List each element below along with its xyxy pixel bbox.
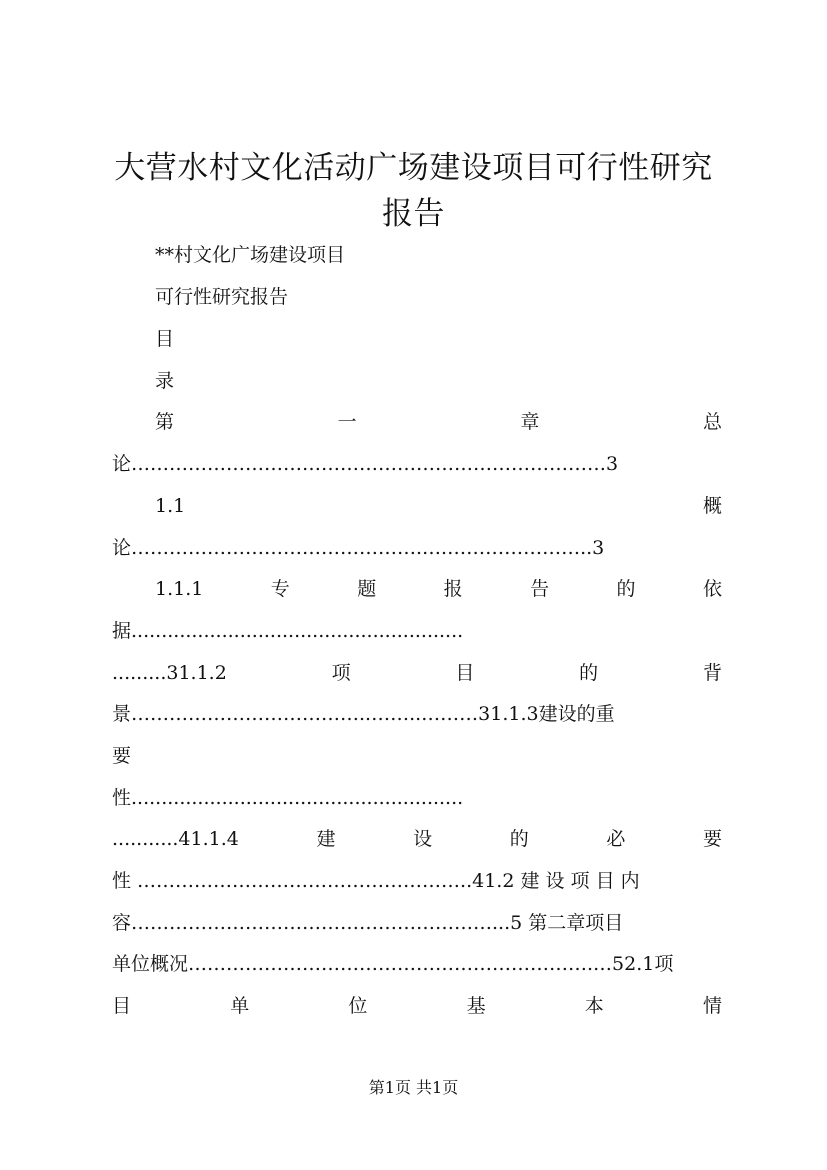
toc-row-11-part: 必 (606, 828, 626, 850)
toc-row-10: 性....................................................... (112, 787, 464, 809)
toc-row-1-part: 总 (702, 411, 722, 433)
toc-row-5-part: 依 (702, 578, 722, 600)
toc-row-12: 性 ……………………………………………..41.2 建 设 项 目 内 (112, 870, 640, 892)
toc-row-15-part: 本 (584, 995, 604, 1017)
toc-heading-1: 目 (155, 328, 175, 350)
toc-row-14: 单位概况……………………………………………………….…52.1项 (112, 953, 674, 975)
toc-row-15-part: 单 (230, 995, 250, 1017)
toc-row-11 (112, 827, 722, 851)
toc-row-15-part: 目 (112, 995, 132, 1017)
toc-row-5-part: 告 (530, 578, 550, 600)
toc-row-1 (155, 410, 722, 434)
toc-row-3-part: 概 (702, 495, 722, 517)
toc-row-7-part: 的 (579, 662, 599, 684)
toc-row-8: 景………………………………..……..………31.1.3建设的重 (112, 703, 615, 725)
document-title: 大营水村文化活动广场建设项目可行性研究报告 (114, 150, 713, 232)
toc-row-11-part: 要 (702, 828, 722, 850)
toc-row-7-part: 目 (455, 662, 475, 684)
toc-row-5 (155, 577, 722, 601)
toc-heading-2: 录 (155, 370, 175, 392)
toc-row-5-part: 题 (357, 578, 377, 600)
toc-row-5-part: 专 (270, 578, 290, 600)
toc-row-1-part: 章 (520, 411, 540, 433)
toc-row-5-part: 1.1.1 (155, 578, 204, 600)
toc-row-7-part: .........31.1.2 (112, 662, 227, 684)
toc-row-11-part: 建 (316, 828, 336, 850)
toc-row-3 (155, 494, 722, 518)
toc-row-11-part: 的 (509, 828, 529, 850)
subtitle-line-2: 可行性研究报告 (155, 286, 289, 308)
toc-row-2: 论…………………………………………………………………3 (112, 453, 619, 475)
toc-row-9: 要 (112, 745, 132, 767)
toc-row-7-part: 背 (702, 662, 722, 684)
toc-row-15 (112, 994, 722, 1018)
subtitle-line-1: **村文化广场建设项目 (155, 244, 346, 266)
toc-row-1-part: 第 (155, 411, 175, 433)
toc-row-15-part: 位 (348, 995, 368, 1017)
toc-row-6: 据....................................................... (112, 620, 464, 642)
toc-row-11-part: 设 (413, 828, 433, 850)
toc-row-1-part: 一 (337, 411, 357, 433)
toc-row-15-part: 情 (702, 995, 722, 1017)
toc-row-7 (112, 661, 722, 685)
toc-row-13: 容…………………………………………………...5 第二章项目 (112, 912, 624, 934)
page-footer: 第1页 共1页 (368, 1078, 459, 1097)
toc-row-15-part: 基 (466, 995, 486, 1017)
toc-row-7-part: 项 (331, 662, 351, 684)
toc-row-5-part: 的 (616, 578, 636, 600)
toc-row-4: 论……………………………………….….…………………..3 (112, 537, 605, 559)
toc-row-11-part: ...........41.1.4 (112, 828, 239, 850)
toc-row-3-part: 1.1 (155, 495, 186, 517)
toc-row-5-part: 报 (443, 578, 463, 600)
